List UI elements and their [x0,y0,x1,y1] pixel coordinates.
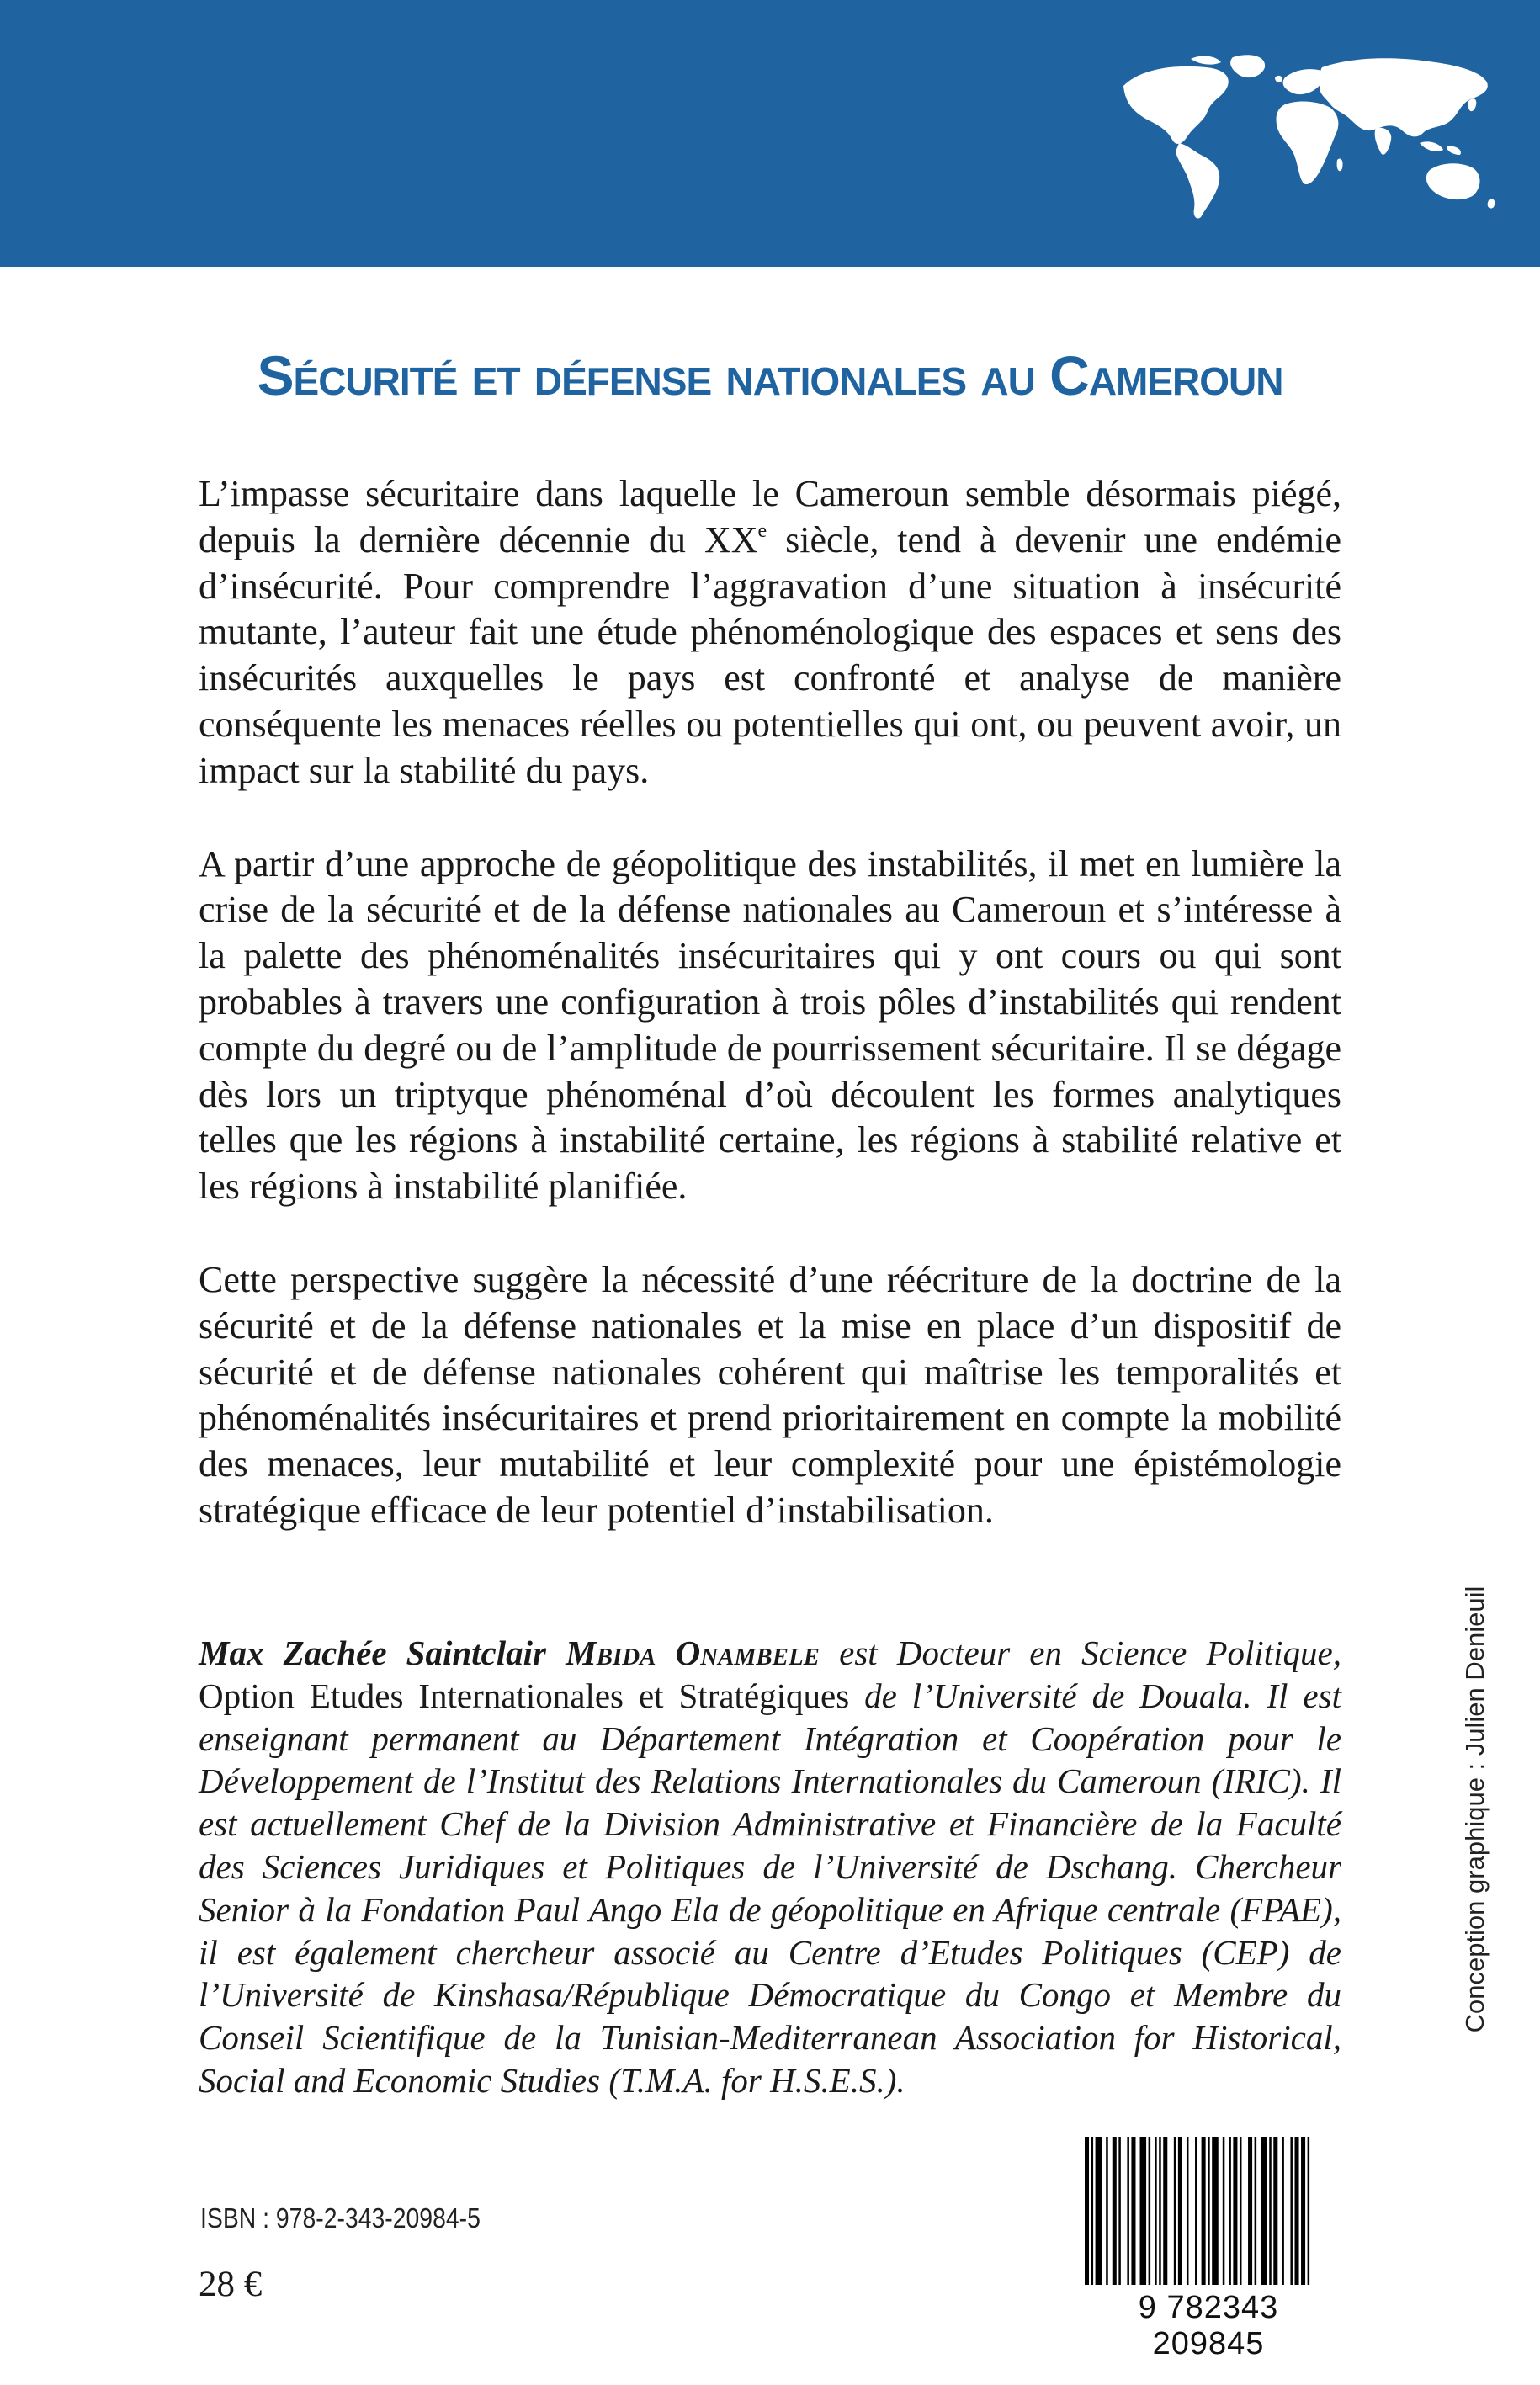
summary-paragraph-1: L’impasse sécuritaire dans laquelle le Cameroun semble désormais piégé, depuis la dernière décennie du XXe siècle, tend à devenir une endémie d’insécurité. Pour comprendre l’aggravation d’une situation à insécurité mutante, l’auteur fait une étude phénoménologique des espaces et sens des insécurités auxquelles le pays est confronté et analyse de manière conséquente les menaces réelles ou potentielles qui ont, ou peuvent avoir, un impact sur la stabilité du pays. [199,473,1341,791]
author-surname: Mbida Onambele [566,1633,820,1672]
barcode-digits: 9 782343 209845 [1138,2290,1279,2361]
summary-text [199,471,1341,1581]
design-credit: Conception graphique : Julien Denieuil [1460,1586,1490,2033]
isbn: ISBN : 978-2-343-20984-5 [200,2202,481,2234]
summary-paragraph-2: A partir d’une approche de géopolitique des instabilités, il met en lumière la crise de la sécurité et de la défense nationales au Cameroun et s’intéresse à la palette des phénoménalités insécuritaires qui y ont cours ou qui sont probables à travers une configuration à trois pôles d’instabilités qui rendent compte du degré ou de l’amplitude de pourrissement sécuritaire. Il se dégage dès lors un triptyque phénoménal d’où découlent les formes analytiques telles que les régions à instabilité certaine, les régions à stabilité relative et les régions à instabilité planifiée. [199,842,1341,1208]
century-superscript: e [757,519,767,542]
price: 28 € [199,2265,263,2304]
header-band [0,0,1540,267]
summary-paragraph-3: Cette perspective suggère la nécessité d’une réécriture de la doctrine de la sécurité et de la défense nationales et la mise en place d’un dispositif de sécurité et de défense nationales cohérent qui maîtrise les temporalités et phénoménalités insécuritaires et prend prioritairement en compte la mobilité des menaces, leur mutabilité et leur complexité pour une épistémologie stratégique efficace de leur potentiel d’instabilisation. [199,1258,1341,1531]
author-first-names: Max Zachée Saintclair [199,1633,566,1672]
author-bio: Max Zachée Saintclair Mbida Onambele est Docteur en Science Politique, Option Etudes Internationales et Stratégiques de l’Université de Douala. Il est enseignant permanent au Département Intégration et Coopération pour le Développement de l’Institut des Relations Internationales du Cameroun (IRIC). Il est actuellement Chef de la Division Administrative et Financière de la Faculté des Sciences Juridiques et Politiques de l’Université de Dschang. Chercheur Senior à la Fondation Paul Ango Ela de géopolitique en Afrique centrale (FPAE), il est également chercheur associé au Centre d’Etudes Politiques (CEP) de l’Université de Kinshasa/République Démocratique du Congo et Membre du Conseil Scientifique de la Tunisian-Mediterranean Association for Historical, Social and Economic Studies (T.M.A. for H.S.E.S.). [199,1633,1341,2100]
barcode-bars [1078,2132,1339,2292]
barcode [1078,2132,1339,2361]
book-title: Sécurité et défense nationales au Cameroun [257,344,1283,406]
world-map-icon [1107,52,1500,220]
